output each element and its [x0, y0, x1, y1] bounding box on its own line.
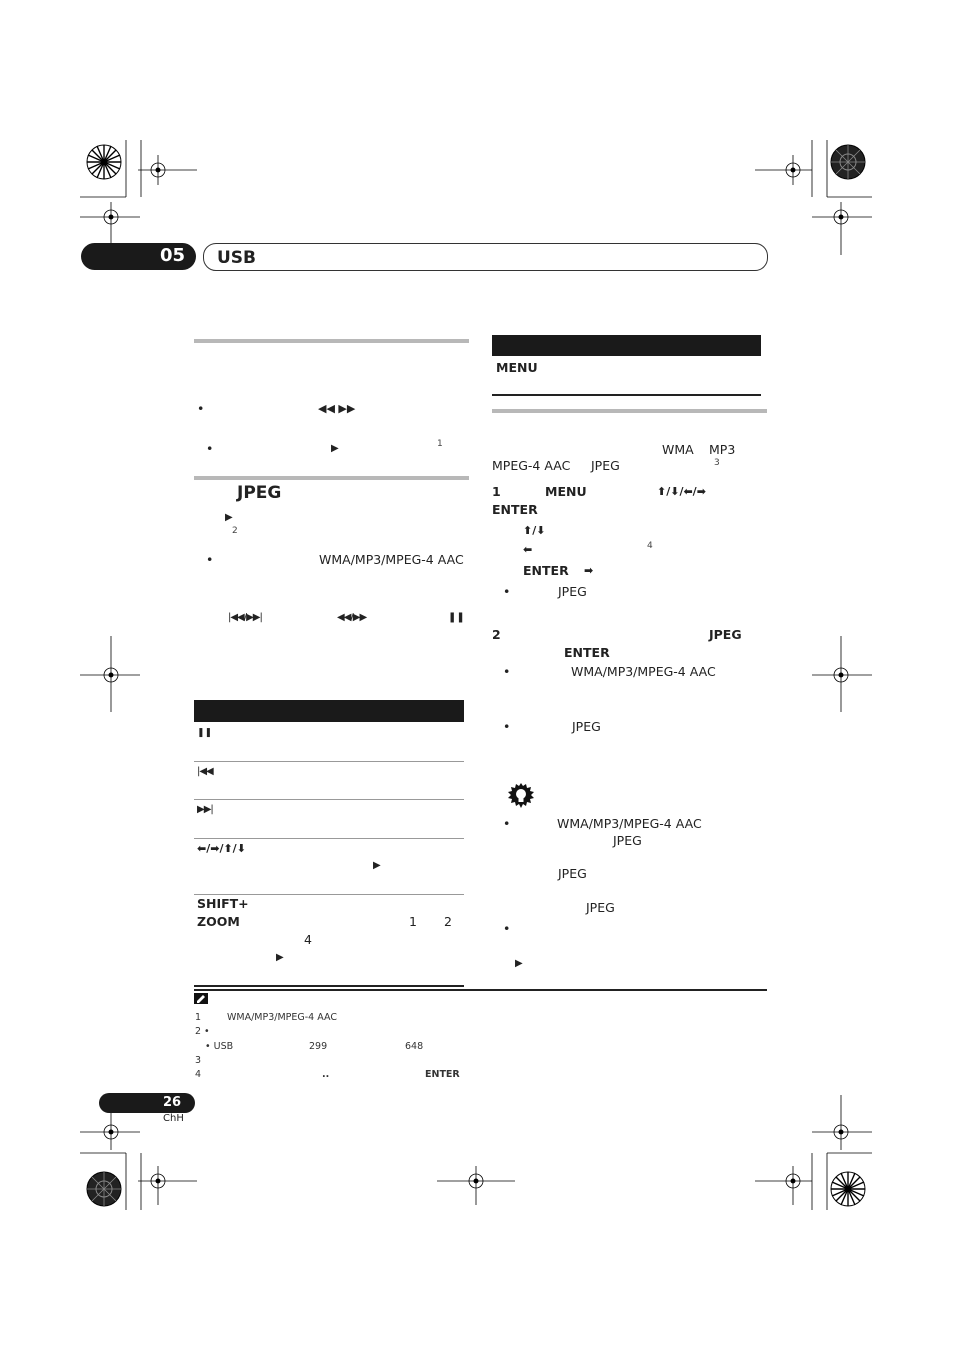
format-jpeg: JPEG: [591, 458, 620, 473]
scan-symbols: ◀◀ ▶▶: [318, 402, 356, 415]
play-icon: ▶: [225, 512, 233, 523]
row-divider: [194, 799, 464, 800]
bullet: •: [503, 584, 511, 599]
bullet: •: [206, 441, 214, 456]
note-ref: 4: [647, 541, 653, 551]
zoom-label: ZOOM: [197, 914, 240, 929]
bullet: •: [206, 552, 214, 567]
table-bottom-rule: [492, 394, 761, 396]
footnote-dots: ..: [322, 1069, 330, 1080]
up-down-icon: ⬆/⬇: [523, 524, 546, 537]
zoom-value: 4: [304, 932, 312, 947]
chapter-title: USB: [217, 248, 257, 268]
previous-icon: |◀◀: [197, 766, 213, 777]
note-ref: 2: [232, 526, 238, 536]
footnote-value: 299: [309, 1041, 328, 1052]
menu-table-header: [492, 335, 761, 356]
format-jpeg: JPEG: [558, 866, 587, 881]
play-icon: ▶: [515, 958, 523, 969]
note-icon: [194, 993, 208, 1004]
language-code: ChH: [163, 1113, 184, 1124]
chapter-number: 05: [160, 245, 186, 266]
footnote-value: 648: [405, 1041, 424, 1052]
row-divider: [194, 761, 464, 762]
pause-icon: ❚❚: [197, 728, 213, 738]
table-bottom-rule: [194, 985, 464, 987]
zoom-value: 2: [444, 914, 452, 929]
zoom-value: 1: [409, 914, 417, 929]
footnote-number: 1: [195, 1012, 202, 1023]
enter-label: ENTER: [425, 1069, 460, 1080]
left-arrow-icon: ⬅: [523, 543, 533, 556]
skip-icon: |◀◀/▶▶|: [228, 612, 262, 623]
pause-icon: ❚❚: [448, 612, 465, 623]
menu-key: MENU: [496, 360, 538, 375]
footnote-number: 2: [195, 1026, 202, 1037]
format-wma: WMA: [662, 442, 694, 457]
play-icon: ▶: [276, 952, 284, 963]
format-jpeg: JPEG: [586, 900, 615, 915]
arrow-keys-icon: ⬅/➡/⬆/⬇: [197, 842, 246, 855]
enter-label: ENTER: [492, 502, 538, 517]
footnote-bullet: •: [204, 1026, 210, 1037]
footnote-number: 3: [195, 1055, 202, 1066]
format-text: WMA/MP3/MPEG-4 AAC: [557, 816, 702, 831]
footnote-rule: [194, 989, 767, 991]
footnote-text: • USB: [205, 1041, 234, 1052]
format-text: WMA/MP3/MPEG-4 AAC: [571, 664, 716, 679]
step-number: 1: [492, 484, 501, 499]
format-text: WMA/MP3/MPEG-4 AAC: [319, 552, 464, 567]
format-jpeg: JPEG: [572, 719, 601, 734]
play-icon: ▶: [373, 860, 381, 871]
footnote-text: WMA/MP3/MPEG-4 AAC: [227, 1012, 337, 1023]
bullet: •: [503, 816, 511, 831]
format-mp3: MP3: [709, 442, 736, 457]
step-number: 2: [492, 627, 501, 642]
format-jpeg: JPEG: [558, 584, 587, 599]
section-rule: [194, 339, 469, 343]
enter-label: ENTER: [523, 563, 569, 578]
bullet: •: [503, 664, 511, 679]
footnote-number: 4: [195, 1069, 202, 1080]
right-arrow-icon: ➡: [584, 564, 594, 577]
bullet: •: [503, 719, 511, 734]
bullet: •: [503, 921, 511, 936]
enter-label: ENTER: [564, 645, 610, 660]
jpeg-label: JPEG: [709, 627, 742, 642]
lightbulb-icon: [507, 782, 535, 810]
section-title-jpeg: JPEG: [237, 483, 282, 503]
section-rule: [492, 409, 767, 413]
table-header: [194, 700, 464, 722]
note-ref: 3: [714, 458, 720, 468]
chapter-title-box: [203, 243, 768, 271]
format-jpeg: JPEG: [613, 833, 642, 848]
play-icon: ▶: [331, 443, 339, 454]
menu-label: MENU: [545, 484, 587, 499]
note-ref: 1: [437, 439, 443, 449]
format-aac: MPEG-4 AAC: [492, 458, 571, 473]
scan-icon: ◀◀/▶▶: [337, 612, 367, 623]
row-divider: [194, 838, 464, 839]
bullet: •: [197, 401, 205, 416]
arrow-keys-icon: ⬆/⬇/⬅/➡: [657, 485, 706, 498]
row-divider: [194, 894, 464, 895]
shift-label: SHIFT+: [197, 896, 249, 911]
next-icon: ▶▶|: [197, 804, 213, 815]
page-number: 26: [163, 1095, 182, 1110]
section-rule: [194, 476, 469, 480]
